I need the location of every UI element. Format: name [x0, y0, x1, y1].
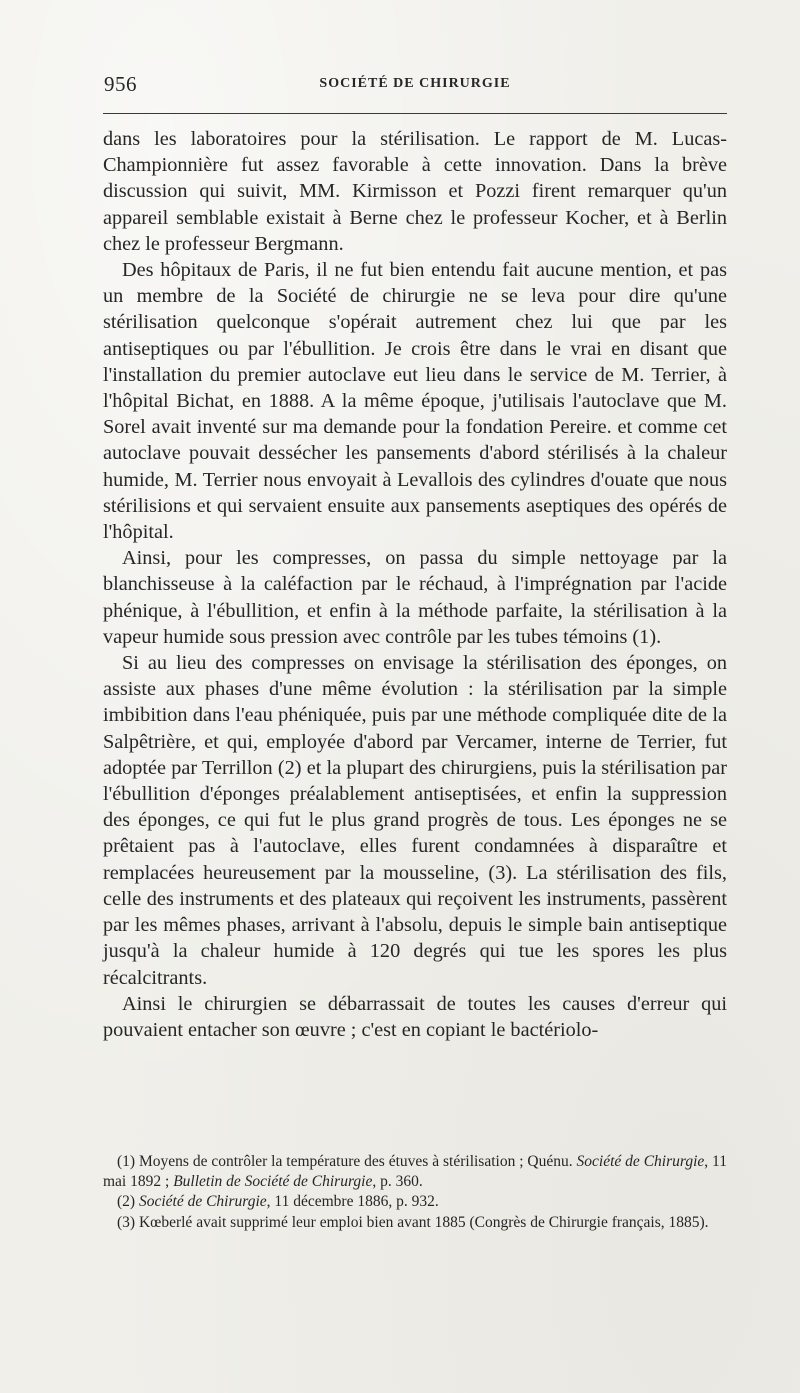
footnote-1-text-b: , 11 mai 1892 ;: [103, 1153, 727, 1191]
page-header: [104, 72, 726, 100]
footnote-2-text-a: (2): [117, 1193, 139, 1211]
body-text: [103, 126, 727, 1043]
footnotes: [103, 1152, 727, 1233]
footnote-1-italic-b: Bulletin de Société de Chirurgie: [173, 1173, 373, 1191]
paragraph-4: Si au lieu des compresses on envisage la stérilisation des éponges, on assiste aux phases d'une même évolution : la stérilisation par la simple imbibition dans l'eau phéniquée, puis par une méthode compliquée dite de la Salpêtrière, et qui, employée d'abord par Vercamer, interne de Terrier, fut adoptée par Terrillon (2) et la plupart des chirurgiens, puis la stérilisation par l'ébullition d'éponges préalablement antiseptisées, et enfin la suppression des éponges, ce qui fut le plus grand progrès de tous. Les éponges ne se prêtaient pas à l'autoclave, elles furent condamnées à disparaître et remplacées heureusement par la mousseline, (3). La stérilisation des fils, celle des instruments et des plateaux qui reçoivent les instruments, passèrent par les mêmes phases, arrivant à l'absolu, depuis le simple bain antiseptique jusqu'à la chaleur humide à 120 degrés qui tue les spores les plus récalcitrants.: [103, 652, 727, 989]
page-number: 956: [104, 72, 137, 96]
footnote-1-text-c: , p. 360.: [372, 1173, 423, 1191]
footnote-2: [103, 1192, 727, 1212]
header-rule: [103, 113, 727, 114]
running-title: SOCIÉTÉ DE CHIRURGIE: [319, 76, 511, 91]
footnote-3: (3) Kœberlé avait supprimé leur emploi bien avant 1885 (Congrès de Chirurgie français, 1885).: [117, 1213, 709, 1231]
footnote-2-italic-a: Société de Chirurgie: [138, 1193, 267, 1211]
paragraph-3: Ainsi, pour les compresses, on passa du simple nettoyage par la blanchisseuse à la caléfaction par le réchaud, à l'imprégnation par l'acide phénique, à l'ébullition, et enfin à la méthode parfaite, la stérilisation à la vapeur humide sous pression avec contrôle par les tubes témoins (1).: [103, 547, 727, 648]
footnote-1-italic-a: Société de Chirurgie: [576, 1153, 705, 1170]
paragraph-1: dans les laboratoires pour la stérilisation. Le rapport de M. Lucas-Championnière fut assez favorable à cette innovation. Dans la brève discussion qui suivit, MM. Kirmisson et Pozzi firent remarquer qu'un appareil semblable existait à Berne chez le professeur Kocher, et à Berlin chez le professeur Bergmann.: [103, 128, 727, 255]
footnote-1: [103, 1152, 727, 1192]
paragraph-2: Des hôpitaux de Paris, il ne fut bien entendu fait aucune mention, et pas un membre de la Société de chirurgie ne se leva pour dire qu'une stérilisation quelconque s'opérait autrement chez lui que par les antiseptiques ou par l'ébullition. Je crois être dans le vrai en disant que l'installation du premier autoclave eut lieu dans le service de M. Terrier, à l'hôpital Bichat, en 1888. A la même époque, j'utilisais l'autoclave que M. Sorel avait inventé sur ma demande pour la fondation Pereire. et comme cet autoclave pouvait dessécher les pansements d'abord stérilisés à la chaleur humide, M. Terrier nous envoyait à Levallois des cylindres d'ouate que nous stérilisions et qui servaient ensuite aux pansements aseptiques des opérés de l'hôpital.: [103, 259, 727, 544]
footnote-2-text-b: , 11 décembre 1886, p. 932.: [266, 1193, 439, 1211]
paragraph-5: Ainsi le chirurgien se débarrassait de toutes les causes d'erreur qui pouvaient entacher son œuvre ; c'est en copiant le bactériolo-: [103, 992, 727, 1041]
footnote-1-text-a: (1) Moyens de contrôler la température des étuves à stérilisation ; Quénu.: [117, 1153, 577, 1170]
